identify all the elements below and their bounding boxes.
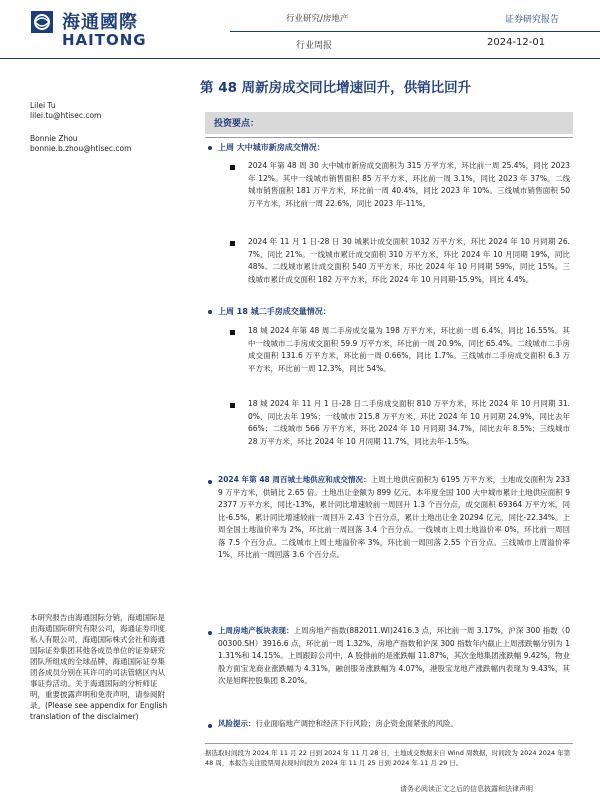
report-category: 行业研究/房地产	[286, 14, 349, 24]
stock-performance-paragraph	[218, 625, 570, 688]
stock-section-text: 上周房地产指数(882011.WI)2416.3 点，环比前一周 3.17%，沪深 300 指数（000300.SH）3916.6 点，环比前一周 1.32%，房地产指数和沪深 300 指数年内截止上周涨跌幅分别为 11.31%和 14.15%。上周跟踪公司中，A 股排前的是涨跌幅 11.87%，其次金地集团涨跌幅 9.42%，物业股方面宝龙商业涨跌幅为 4.31%，融创服务涨跌幅为 4.07%，港股宝龙地产涨跌幅内表现为 9.43%，其次是旭辉控股集团 8.20%。	[218, 626, 571, 685]
report-date: 2024-12-01	[487, 37, 546, 48]
second-hand-weekly-paragraph: 18 城 2024 年第 48 周二手房成交量为 198 万平方米，环比前一周 6.4%，同比 16.55%。其中一线城市二手房成交面积 59.9 万平方米，环比前一周 20.9%，同比 65.4%。二线城市二手房成交面积 131.6 万平方米，环比前一周 0.66%，同比 1.7%。三线城市二手房成交面积 6.3 万平方米，环比前一周 12.3%，同比 54%。	[248, 326, 570, 373]
new-home-monthly-paragraph: 2024 年 11 月 1 日-28 日 30 城累计成交面积 1032 万平方米，环比 2024 年 10 月同期 26.7%，同比 21%。一线城市累计成交面积 310 万平方米，环比 2024 年 10 月同期 19%，同比 48%。二线城市累计成交面积 540 万平方米，环比 2024 年 10 月同期 59%，同比 15%。三线城市累计成交面积 182 万平方米，环比 2024 年 10 月同期-15.9%，同比 4.4%。	[248, 237, 570, 284]
author-email-1[interactable]: lilei.tu@htisec.com	[30, 111, 102, 120]
risk-section-text: 行业面临地产调控和经济下行风险；房企资金面紧张的风险。	[255, 719, 458, 728]
header-bottom-rule	[0, 58, 600, 59]
key-points-header-bar	[205, 112, 573, 134]
new-home-weekly-paragraph: 2024 年第 48 周 30 大中城市新房成交面积为 315 万平方米，环比前一周 25.4%，同比 2023 年 12%。其中一线城市销售面积 85 万平方米，环比前一周 3.1%，同比 2023 年 37%。二线城市销售面积 181 万平方米，环比前一周 40.4%，同比 2023 年 10%。三线城市销售面积 50 万平方米，环比前一周 22.6%，同比 2023 年-11%。	[248, 161, 570, 208]
report-brand: 证券研究报告	[505, 15, 560, 25]
bullet-dot-icon	[208, 310, 212, 314]
bullet-dot-icon	[208, 724, 212, 728]
key-points-title: 投资要点：	[214, 119, 260, 129]
section-second-hand-title: 上周 18 城二手房成交量情况：	[218, 307, 331, 316]
header-divider	[230, 31, 600, 32]
bullet-dot-icon	[208, 146, 212, 150]
logo-english-text: HAITONG	[62, 31, 147, 49]
bullet-dot-icon	[208, 631, 212, 635]
land-supply-paragraph	[218, 474, 570, 562]
land-section-label: 2024 年第 48 周百城土地供应和成交情况：	[218, 475, 371, 484]
risk-paragraph	[218, 718, 570, 731]
risk-section-label: 风险提示：	[218, 719, 256, 728]
bullet-square-icon	[230, 330, 235, 335]
author-email-2[interactable]: bonnie.b.zhou@htisec.com	[30, 144, 132, 153]
author-name-1: Lilei Tu	[30, 101, 56, 110]
report-type: 行业周报	[296, 41, 333, 51]
page-title: 第 48 周新房成交同比增速回升，供销比回升	[200, 80, 472, 96]
footnote-divider	[205, 743, 573, 744]
bullet-dot-icon	[208, 480, 212, 484]
author-name-2: Bonnie Zhou	[30, 134, 78, 143]
bottom-disclosure-tag: 请务必阅读正文之后的信息披露和法律声明	[400, 785, 533, 793]
footnote-text: 据选取时间段为 2024 年 11 月 22 日到 2024 年 11 月 28 日，土地成交数据来自 Wind 周数据，时间段为 2024 2024 年第 48 周，本报告关注股票周表现时间段为 2024 年 11 月 25 日到 2024 年 11 月 29 日。	[205, 749, 571, 767]
haitong-logo-icon	[30, 10, 54, 34]
bullet-square-icon	[230, 403, 235, 408]
disclaimer-text: 本研究报告由海通国际分销，海通国际是由海通国际研究有限公司，海通证券印度私人有限公司，海通国际株式会社和海通国际证券集团其他各成员单位的证券研究团队所组成的全球品牌，海通国际证券集团各成员分别在其许可的司法管辖区内从事证券活动。关于海通国际的分析师证明，重要披露声明和免责声明，请参阅附录。(Please see appendix for English translation of the disclaimer)	[30, 613, 168, 721]
stock-section-label: 上周房地产板块表现：	[218, 626, 294, 635]
bullet-square-icon	[230, 241, 235, 246]
section-new-home-title: 上周 大中城市新房成交情况：	[218, 143, 325, 152]
key-points-divider	[205, 137, 573, 138]
logo-chinese-text: 海通國際	[62, 12, 138, 33]
second-hand-monthly-paragraph: 18 城 2024 年 11 月 1 日-28 日二手房成交面积 810 万平方米，环比 2024 年 10 月同期 31.0%，同比去年 19%；一线城市 215.8 万平方米，环比 2024 年 10 月同期 24.9%，同比去年 66%；二线城市 566 万平方米，环比 2024 年 10 月同期 34.7%，同比去年 8.5%；三线城市 28 万平方米，环比 2024 年 10 月同期 11.7%，同比去年-1.5%。	[248, 399, 570, 446]
bullet-square-icon	[230, 165, 235, 170]
land-section-text: 上周土地供应面积为 6195 万平方米，土地成交面积为 2339 万平方米，供销比 2.65 倍。土地出让金额为 899 亿元。本年度全国 100 大中城市累计土地供应面积 92377 万平方米，同比-13%，累计同比增速较前一周回升 1.3 个百分点，成交面积 69364 万平方米，同比-6.5%，累计同比增速较前一周回升 2.43 个百分点，累计土地出让金 20294 亿元，同比-22.34%。上周全国土地溢价率为 2%，环比前一周回落 3.4 个百分点。一线城市上周土地溢价率 0%，环比前一周回落 7.5 个百分点。二线城市上周土地溢价率 3%，环比前一周回落 2.55 个百分点。三线城市上周溢价率 1%，环比前一周回落 3.6 个百分点。	[218, 475, 570, 559]
